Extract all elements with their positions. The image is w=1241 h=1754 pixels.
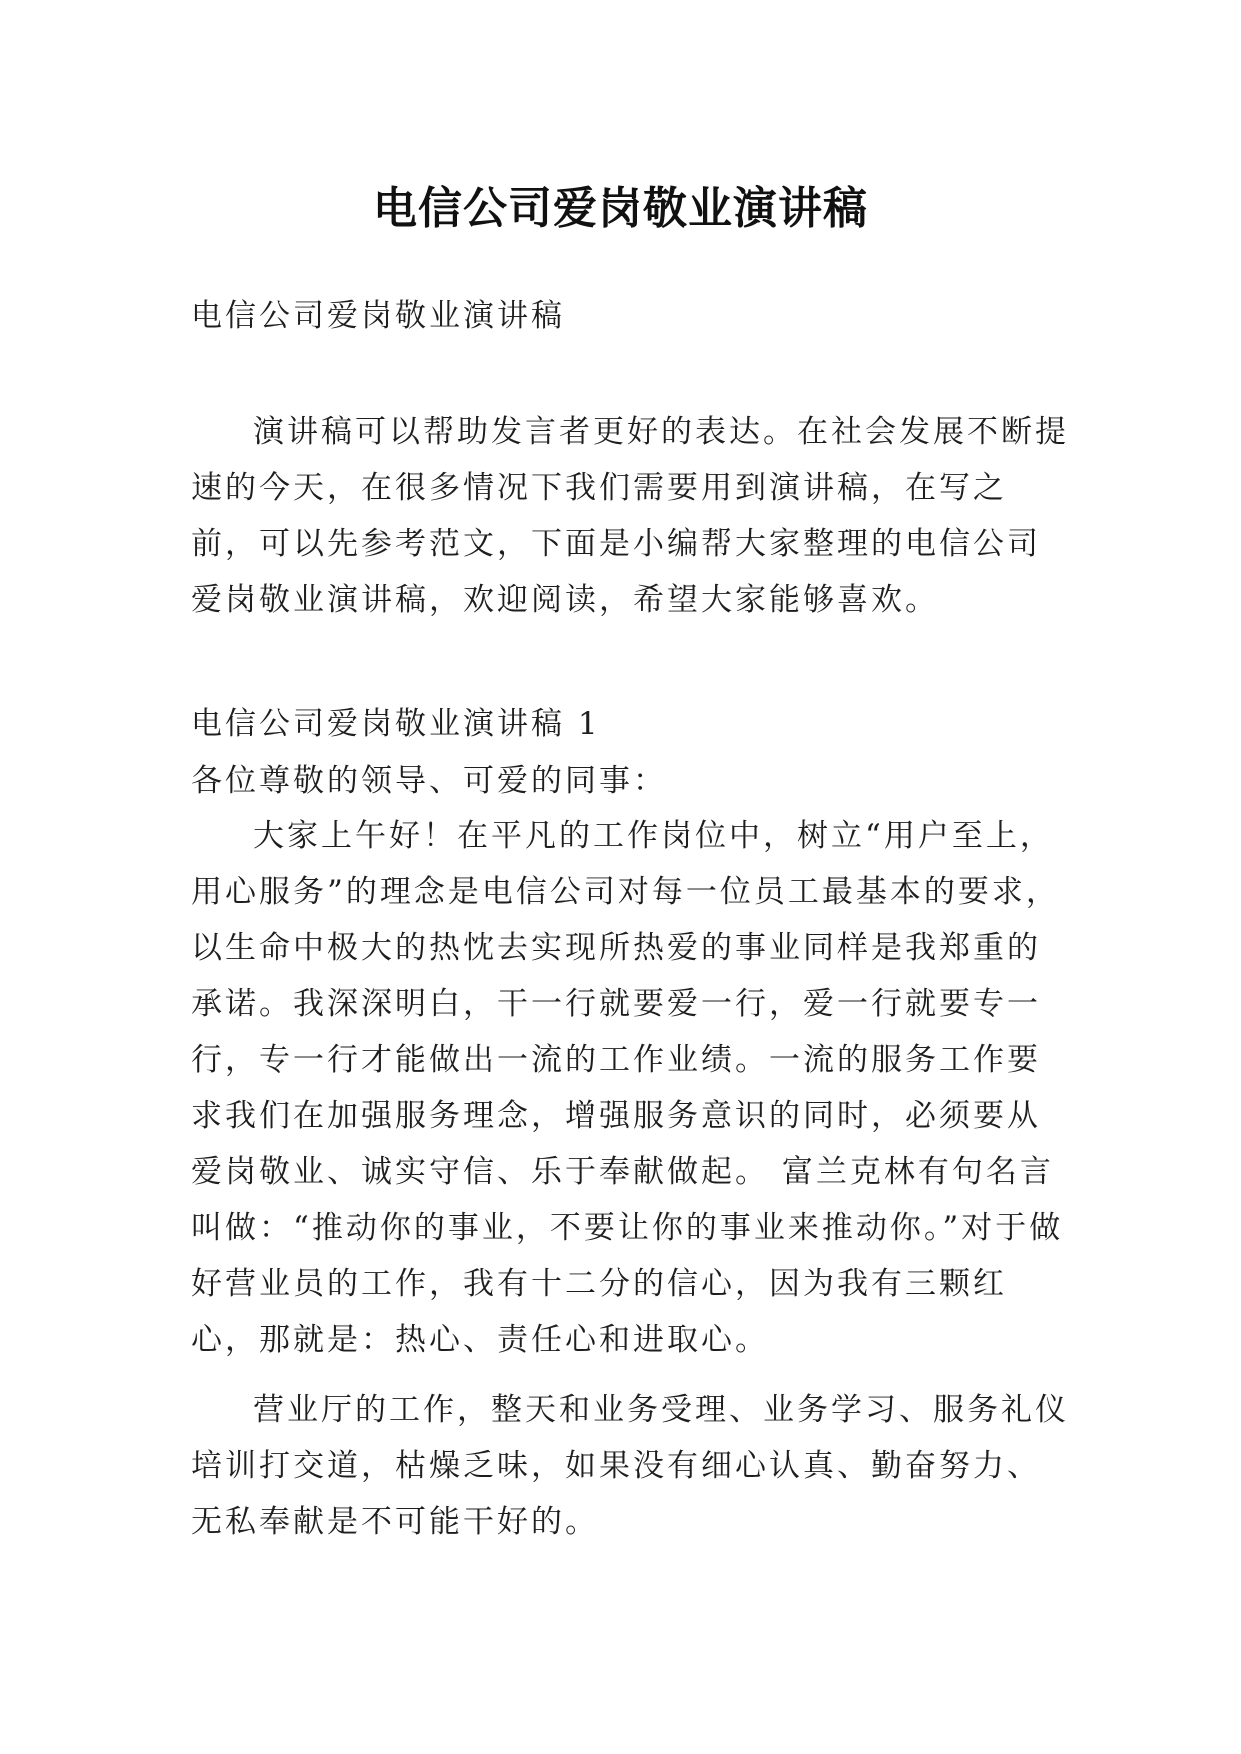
greeting-line: 各位尊敬的领导、可爱的同事： bbox=[191, 763, 667, 799]
intro-paragraph: 演讲稿可以帮助发言者更好的表达。在社会发展不断提速的今天，在很多情况下我们需要用到演讲稿，在写之前，可以先参考范文，下面是小编帮大家整理的电信公司爱岗敬业演讲稿，欢迎阅读，希望大家能够喜欢。 bbox=[191, 414, 1069, 618]
document-title: 电信公司爱岗敬业演讲稿 bbox=[373, 183, 868, 235]
body-paragraph: 大家上午好！在平凡的工作岗位中，树立“用户至上，用心服务”的理念是电信公司对每一位员工最基本的要求，以生命中极大的热忱去实现所热爱的事业同样是我郑重的承诺。我深深明白，干一行就要爱一行，爱一行就要专一行，专一行才能做出一流的工作业绩。一流的服务工作要求我们在加强服务理念，增强服务意识的同时，必须要从爱岗敬业、诚实守信、乐于奉献做起。 富兰克林有句名言叫做：“推动你的事业，不要让你的事业来推动你。”对于做好营业员的工作，我有十二分的信心，因为我有三颗红心，那就是：热心、责任心和进取心。 bbox=[191, 818, 1064, 1358]
section-heading: 电信公司爱岗敬业演讲稿 1 bbox=[191, 706, 601, 742]
document-subtitle: 电信公司爱岗敬业演讲稿 bbox=[191, 298, 565, 334]
body-paragraph: 营业厅的工作，整天和业务受理、业务学习、服务礼仪培训打交道，枯燥乏味，如果没有细心认真、勤奋努力、无私奉献是不可能干好的。 bbox=[191, 1392, 1069, 1540]
